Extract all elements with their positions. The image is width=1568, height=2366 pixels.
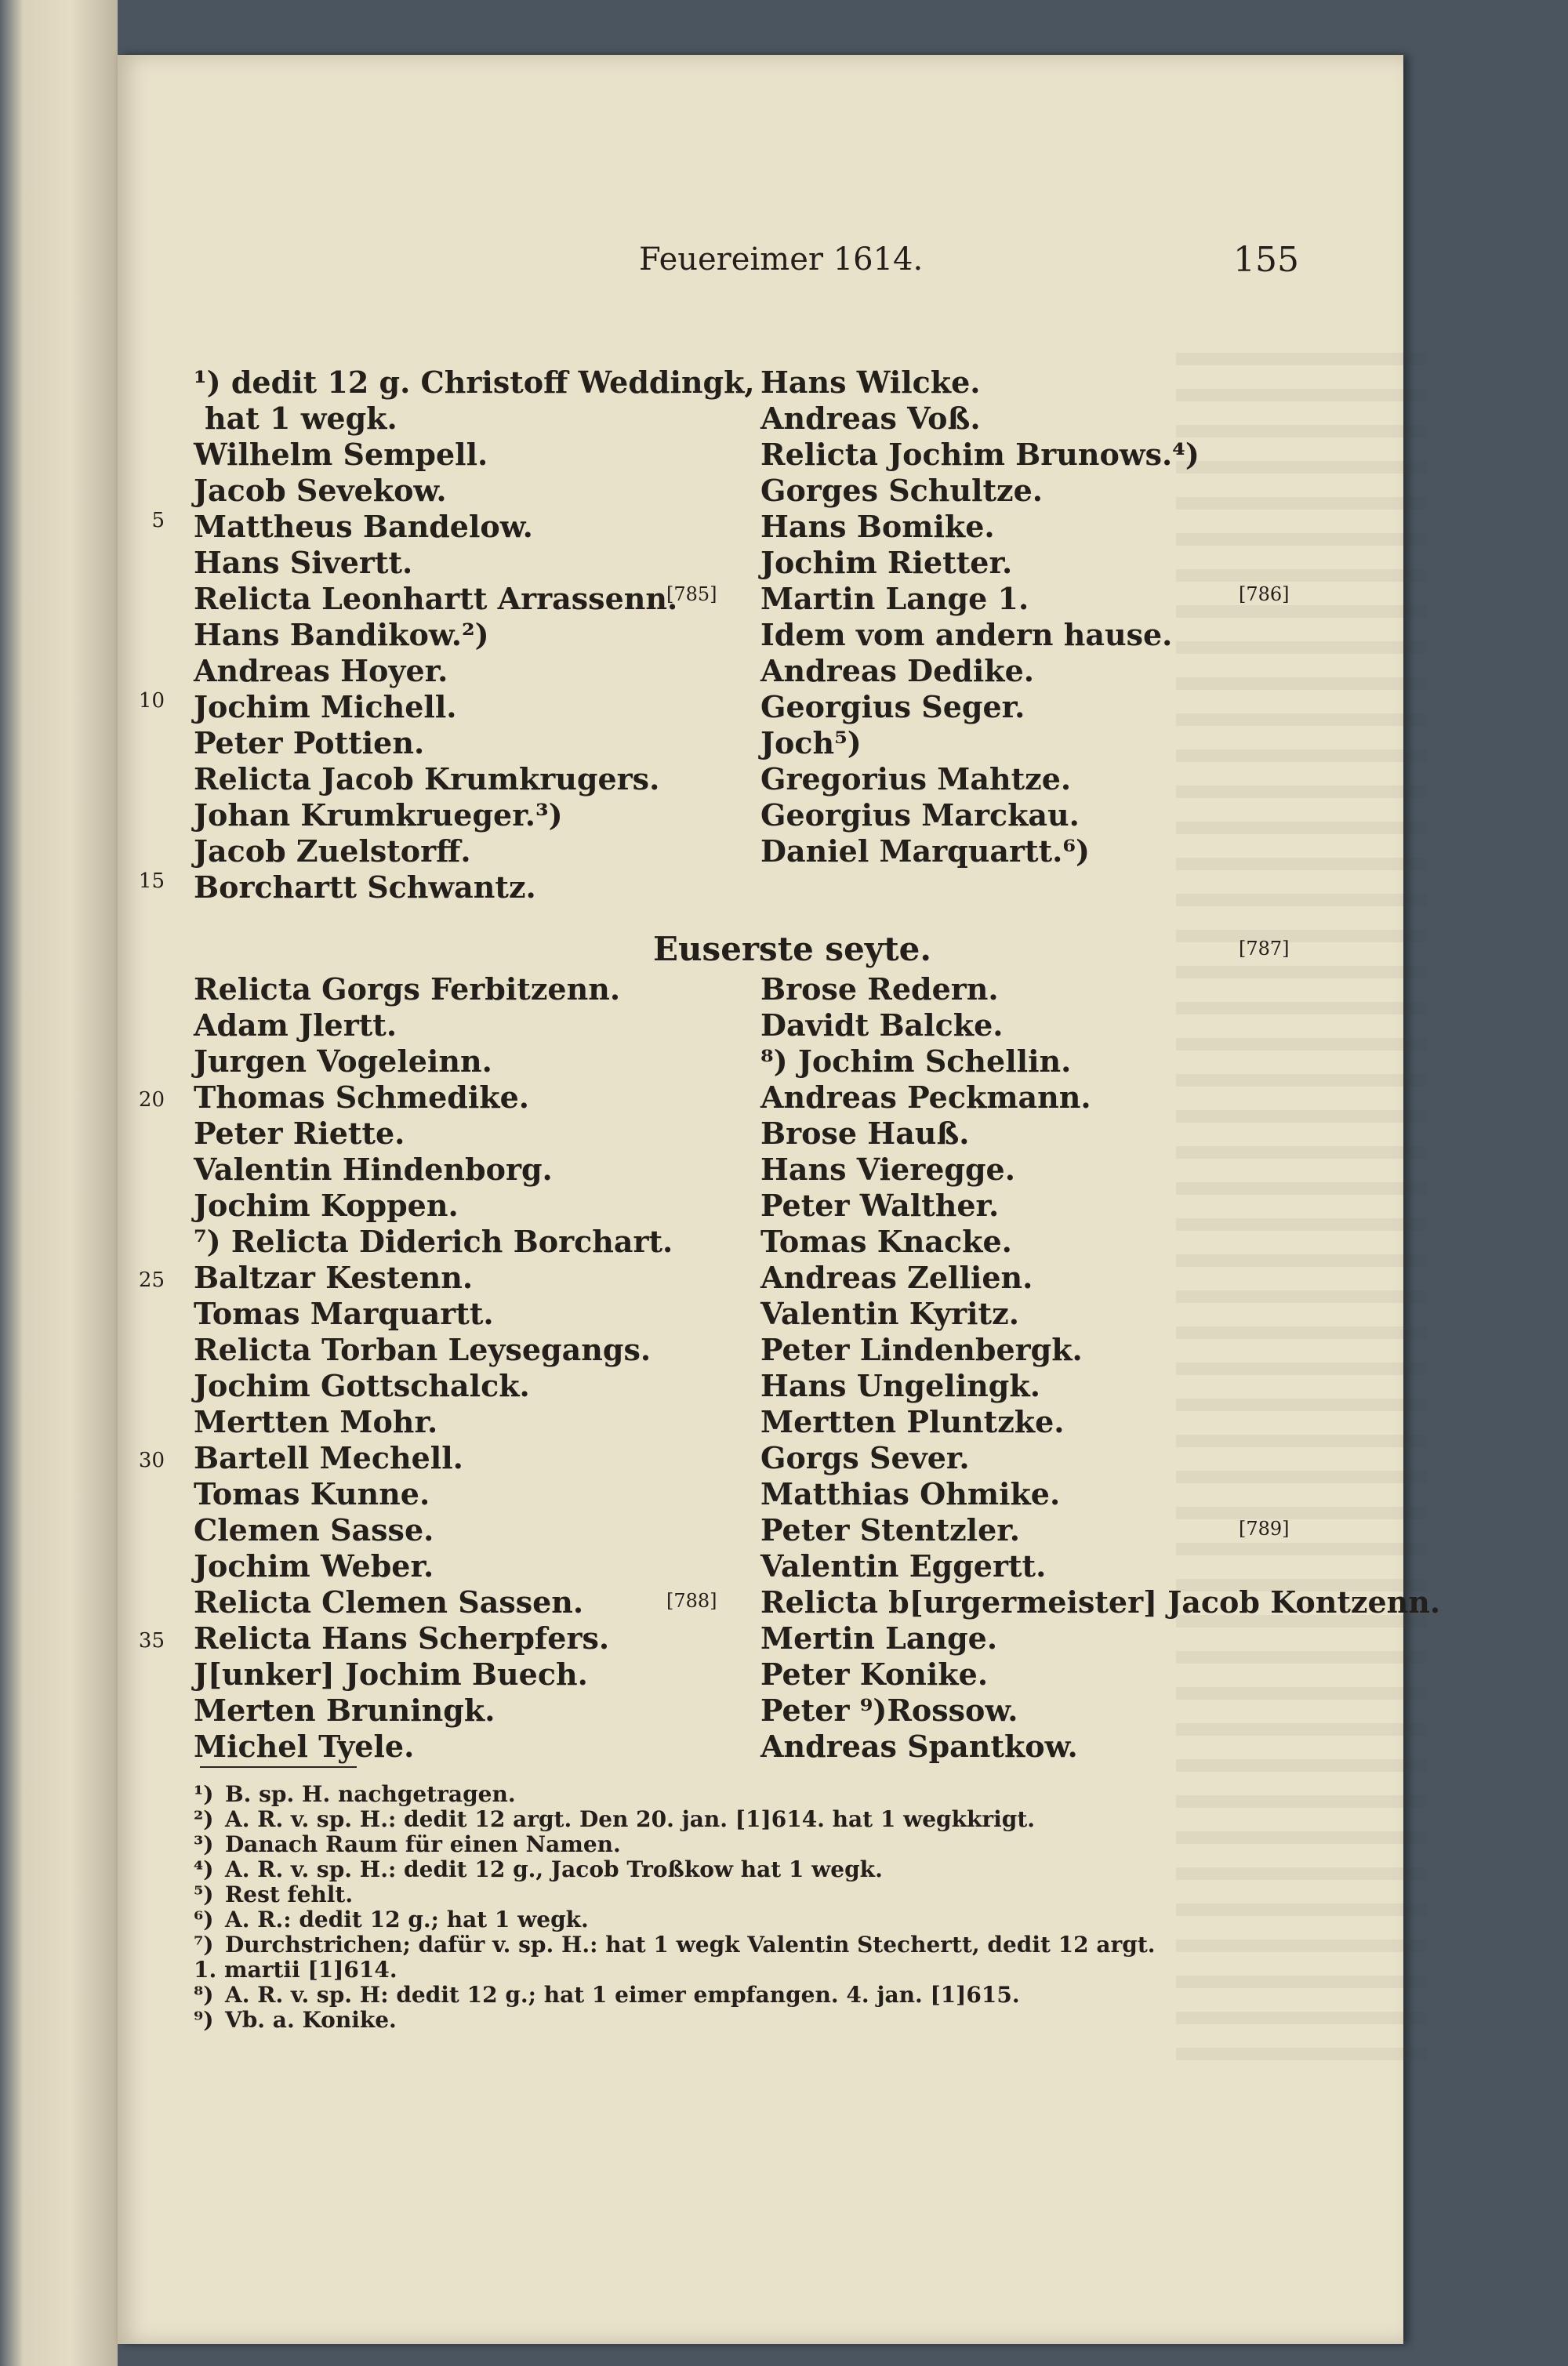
entry: Peter Pottien. <box>194 725 425 760</box>
entry: Gregorius Mahtze. <box>760 761 1072 797</box>
footnote: ⁹) Vb. a. Konike. <box>194 2007 397 2033</box>
entry: Hans Ungelingk. <box>760 1368 1040 1403</box>
line-number: 15 <box>138 869 165 893</box>
section-title: Euserste seyte. <box>653 930 931 968</box>
entry: Idem vom andern hause. <box>760 617 1173 652</box>
line-number: 25 <box>138 1268 165 1292</box>
line-number: 5 <box>151 509 165 532</box>
entry: Peter Walther. <box>760 1188 1000 1223</box>
footnote: ⁴) A. R. v. sp. H.: dedit 12 g., Jacob Troßkow hat 1 wegk. <box>194 1856 883 1882</box>
entry: Relicta Clemen Sassen. <box>194 1584 584 1620</box>
line-number: 30 <box>138 1449 165 1472</box>
footnote: ⁶) A. R.: dedit 12 g.; hat 1 wegk. <box>194 1907 589 1932</box>
entry: Relicta Gorgs Ferbitzenn. <box>194 971 621 1007</box>
entry: Mertin Lange. <box>760 1620 998 1656</box>
footnote-continuation: 1. martii [1]614. <box>194 1957 397 1983</box>
entry: ⁷) Relicta Diderich Borchart. <box>194 1224 673 1259</box>
entry: Valentin Hindenborg. <box>194 1152 553 1187</box>
footnote: ⁸) A. R. v. sp. H: dedit 12 g.; hat 1 eimer empfangen. 4. jan. [1]615. <box>194 1982 1020 2008</box>
entry: Peter Stentzler. <box>760 1512 1021 1548</box>
entry: ⁸) Jochim Schellin. <box>760 1043 1072 1079</box>
entry: Andreas Dedike. <box>760 653 1034 688</box>
footnote: ¹) B. sp. H. nachgetragen. <box>194 1781 516 1807</box>
entry: Jacob Zuelstorff. <box>194 833 471 869</box>
entry: Hans Sivertt. <box>194 545 413 580</box>
entry: Brose Hauß. <box>760 1116 970 1151</box>
running-header: Feuereimer 1614. <box>639 241 924 278</box>
entry: Martin Lange 1. <box>760 581 1029 616</box>
line-number: 20 <box>138 1088 165 1112</box>
entry: Brose Redern. <box>760 971 999 1007</box>
entry: Georgius Marckau. <box>760 797 1080 833</box>
entry: Hans Bandikow.²) <box>194 617 489 652</box>
entry: Jochim Koppen. <box>194 1188 459 1223</box>
entry: Jacob Sevekow. <box>194 473 447 508</box>
entry: Borchartt Schwantz. <box>194 869 536 905</box>
entry: Peter Lindenbergk. <box>760 1332 1083 1367</box>
entry: Mattheus Bandelow. <box>194 509 533 544</box>
background-strip <box>0 0 118 2366</box>
entry: Peter Riette. <box>194 1116 405 1151</box>
footnotes <box>194 1782 1315 2033</box>
footnote-rule <box>200 1766 357 1768</box>
footnote: ⁷) Durchstrichen; dafür v. sp. H.: hat 1 wegk Valentin Stechertt, dedit 12 argt. <box>194 1932 1156 1958</box>
entry: Gorges Schultze. <box>760 473 1043 508</box>
entry: Tomas Kunne. <box>194 1476 430 1511</box>
entry: Andreas Spantkow. <box>760 1729 1078 1764</box>
entry: Matthias Ohmike. <box>760 1476 1061 1511</box>
entry: Peter Konike. <box>760 1657 989 1692</box>
entry: Michel Tyele. <box>194 1729 415 1764</box>
column-lower-left <box>194 971 789 1765</box>
line-number: 10 <box>138 689 165 713</box>
footnote: ³) Danach Raum für einen Namen. <box>194 1831 621 1857</box>
entry: Relicta Jacob Krumkrugers. <box>194 761 660 797</box>
entry: Merten Bruningk. <box>194 1693 495 1728</box>
column-upper-right <box>760 365 1372 869</box>
entry: Andreas Peckmann. <box>760 1080 1091 1115</box>
entry: Relicta Hans Scherpfers. <box>194 1620 610 1656</box>
entry: Relicta Torban Leysegangs. <box>194 1332 652 1367</box>
entry: Tomas Marquartt. <box>194 1296 494 1331</box>
entry: J[unker] Jochim Buech. <box>194 1657 588 1692</box>
entry: Jurgen Vogeleinn. <box>194 1043 492 1079</box>
entry: Davidt Balcke. <box>760 1007 1004 1043</box>
entry: Adam Jlertt. <box>194 1007 397 1043</box>
margin-ref: [787] <box>1239 938 1290 960</box>
entry: Hans Bomike. <box>760 509 995 544</box>
entry: Jochim Weber. <box>194 1548 434 1584</box>
footnote: ⁵) Rest fehlt. <box>194 1882 354 1907</box>
entry: Tomas Knacke. <box>760 1224 1012 1259</box>
entry: Andreas Zellien. <box>760 1260 1033 1295</box>
entry: Wilhelm Sempell. <box>194 437 488 472</box>
entry: Jochim Michell. <box>194 689 457 724</box>
entry: Joch⁵) <box>760 725 862 760</box>
entry: Georgius Seger. <box>760 689 1025 724</box>
page-number: 155 <box>1233 240 1299 280</box>
entry: Mertten Pluntzke. <box>760 1404 1065 1439</box>
entry: Relicta Jochim Brunows.⁴) <box>760 437 1200 472</box>
entry: Valentin Eggertt. <box>760 1548 1047 1584</box>
book-page <box>118 55 1441 2344</box>
entry: ¹) dedit 12 g. Christoff Weddingk, <box>194 365 755 400</box>
entry: Relicta Leonhartt Arrassenn. <box>194 581 678 616</box>
entry: Baltzar Kestenn. <box>194 1260 474 1295</box>
entry: Thomas Schmedike. <box>194 1080 530 1115</box>
margin-ref: [786] <box>1239 583 1290 605</box>
margin-ref: [789] <box>1239 1518 1290 1540</box>
entry: Peter ⁹)Rossow. <box>760 1693 1018 1728</box>
entry: Hans Vieregge. <box>760 1152 1015 1187</box>
entry: Bartell Mechell. <box>194 1440 463 1475</box>
entry: Relicta b[urgermeister] Jacob Kontzenn. <box>760 1584 1441 1620</box>
entry: Gorgs Sever. <box>760 1440 970 1475</box>
entry: Johan Krumkrueger.³) <box>194 797 563 833</box>
entry: Jochim Gottschalck. <box>194 1368 530 1403</box>
margin-ref: [785] <box>666 583 717 605</box>
entry: Andreas Hoyer. <box>194 653 448 688</box>
entry: Clemen Sasse. <box>194 1512 434 1548</box>
entry: Mertten Mohr. <box>194 1404 438 1439</box>
footnote: ²) A. R. v. sp. H.: dedit 12 argt. Den 20. jan. [1]614. hat 1 wegkkrigt. <box>194 1806 1036 1832</box>
entry: hat 1 wegk. <box>205 401 397 436</box>
entry: Valentin Kyritz. <box>760 1296 1019 1331</box>
column-lower-right <box>760 971 1441 1765</box>
entry: Andreas Voß. <box>760 401 981 436</box>
entry: Daniel Marquartt.⁶) <box>760 833 1090 869</box>
entry: Jochim Rietter. <box>760 545 1013 580</box>
line-number: 35 <box>138 1629 165 1653</box>
entry: Hans Wilcke. <box>760 365 981 400</box>
column-upper-left <box>194 365 789 905</box>
margin-ref: [788] <box>666 1590 717 1612</box>
